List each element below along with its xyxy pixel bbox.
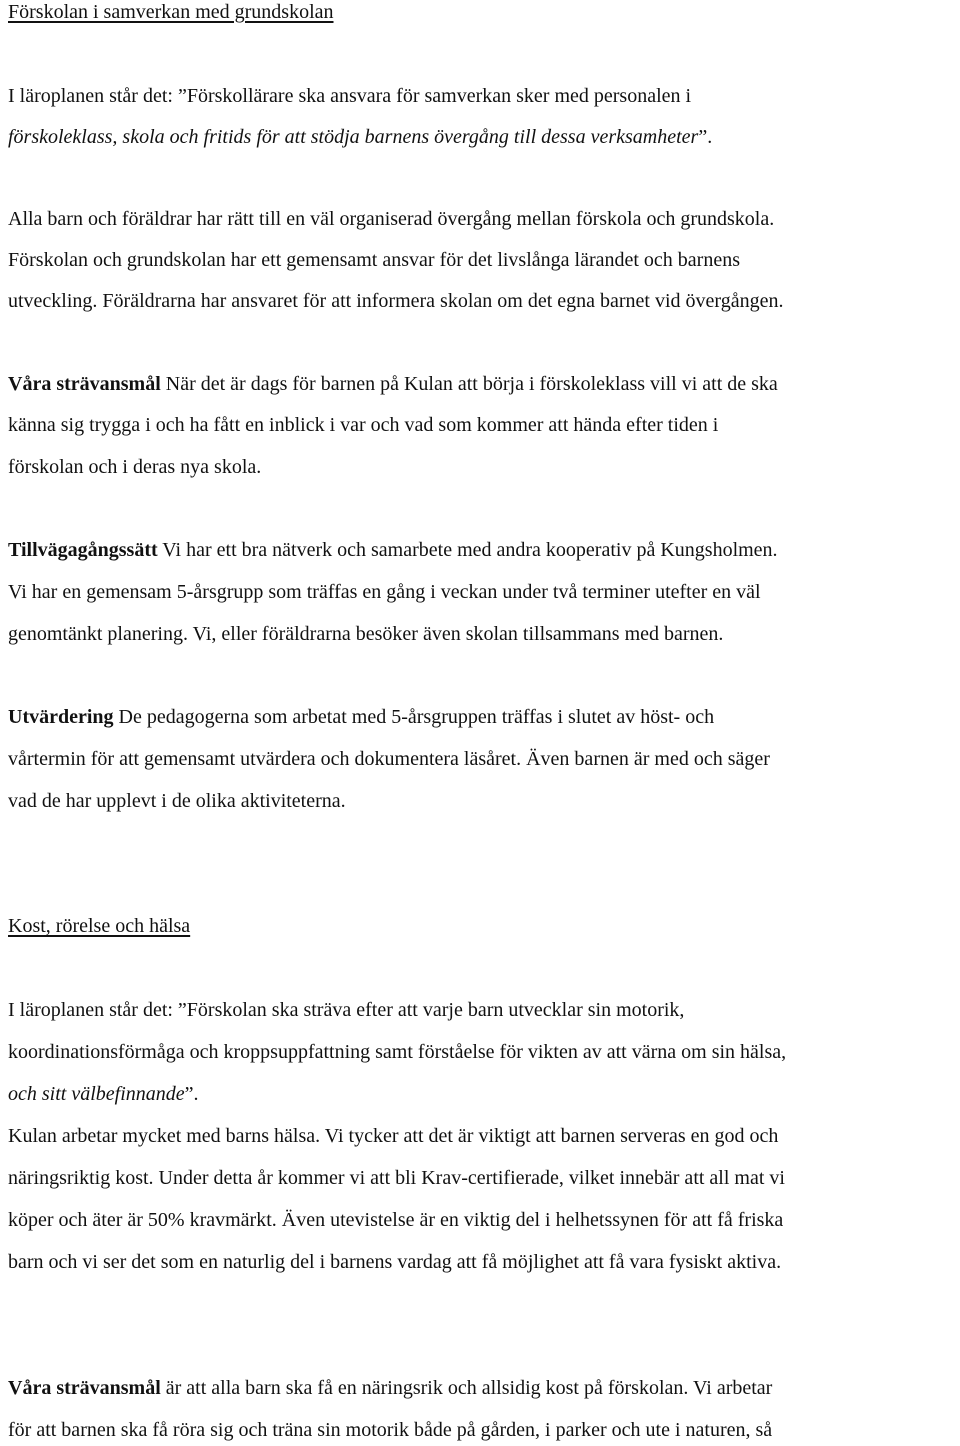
evaluation-line-1 xyxy=(8,705,714,729)
section-heading-preschool-school: Förskolan i samverkan med grundskolan xyxy=(8,1,334,23)
section-heading-food-health: Kost, rörelse och hälsa xyxy=(8,915,191,937)
evaluation-label: Utvärdering xyxy=(8,706,114,728)
curriculum-quote-line-2: koordinationsförmåga och kroppsuppfattning samt förståelse för vikten av att värna om sin hälsa, xyxy=(8,1041,787,1063)
evaluation-text: De pedagogerna som arbetat med 5-årsgruppen träffas i slutet av höst- och xyxy=(113,706,715,728)
paragraph-line: utveckling. Föräldrarna har ansvaret för att informera skolan om det egna barnet vid övergången. xyxy=(8,290,784,312)
paragraph-line: för att barnen ska få röra sig och träna sin motorik både på gården, i parker och ute i naturen, så xyxy=(8,1419,773,1441)
quote-end: ”. xyxy=(184,1083,199,1105)
paragraph-line: Kulan arbetar mycket med barns hälsa. Vi tycker att det är viktigt att barnen serveras en god och xyxy=(8,1125,779,1147)
goals-label: Våra strävansmål xyxy=(8,373,161,395)
curriculum-quote-line-2 xyxy=(8,125,712,149)
goals-line-1 xyxy=(8,1376,772,1400)
paragraph-line: köper och äter är 50% kravmärkt. Även utevistelse är en viktig del i helhetssynen för att få friska xyxy=(8,1209,784,1231)
paragraph-line: känna sig trygga i och ha fått en inblick i var och vad som kommer att hända efter tiden i xyxy=(8,414,719,436)
paragraph-line: genomtänkt planering. Vi, eller föräldrarna besöker även skolan tillsammans med barnen. xyxy=(8,623,724,645)
curriculum-quote-line-1 xyxy=(8,84,691,108)
goals-label: Våra strävansmål xyxy=(8,1377,161,1399)
quote-prefix: I läroplanen står det: xyxy=(8,85,178,107)
paragraph-line: barn och vi ser det som en naturlig del i barnens vardag att få möjlighet att få vara fysiskt aktiva. xyxy=(8,1251,782,1273)
paragraph-line: förskolan och i deras nya skola. xyxy=(8,456,262,478)
curriculum-quote-line-3 xyxy=(8,1082,199,1106)
approach-line-1 xyxy=(8,538,778,562)
paragraph-line: vårtermin för att gemensamt utvärdera och dokumentera läsåret. Även barnen är med och säger xyxy=(8,748,770,770)
paragraph-line: Vi har en gemensam 5-årsgrupp som träffas en gång i veckan under två terminer utefter en väl xyxy=(8,581,761,603)
paragraph-line: vad de har upplevt i de olika aktiviteterna. xyxy=(8,790,346,812)
goals-line-1 xyxy=(8,372,778,396)
quote-text-italic: och sitt välbefinnande xyxy=(8,1083,185,1105)
paragraph-line: Förskolan och grundskolan har ett gemensamt ansvar för det livslånga lärandet och barnens xyxy=(8,249,741,271)
paragraph-line: Alla barn och föräldrar har rätt till en väl organiserad övergång mellan förskola och grundskola. xyxy=(8,208,775,230)
goals-text: När det är dags för barnen på Kulan att börja i förskoleklass vill vi att de ska xyxy=(160,373,778,395)
quote-text-italic: förskoleklass, skola och fritids för att stödja barnens övergång till dessa verksamheter xyxy=(8,126,699,148)
approach-text: Vi har ett bra nätverk och samarbete med andra kooperativ på Kungsholmen. xyxy=(157,539,778,561)
paragraph-line: näringsriktig kost. Under detta år kommer vi att bli Krav-certifierade, vilket innebär att all mat vi xyxy=(8,1167,785,1189)
goals-text: är att alla barn ska få en näringsrik och allsidig kost på förskolan. Vi arbetar xyxy=(160,1377,773,1399)
approach-label: Tillvägagångssätt xyxy=(8,539,158,561)
quote-end: ”. xyxy=(698,126,713,148)
quote-text: ”Förskollärare ska ansvara för samverkan sker med personalen i xyxy=(177,85,692,107)
curriculum-quote-line-1: I läroplanen står det: ”Förskolan ska sträva efter att varje barn utvecklar sin motorik, xyxy=(8,999,685,1021)
